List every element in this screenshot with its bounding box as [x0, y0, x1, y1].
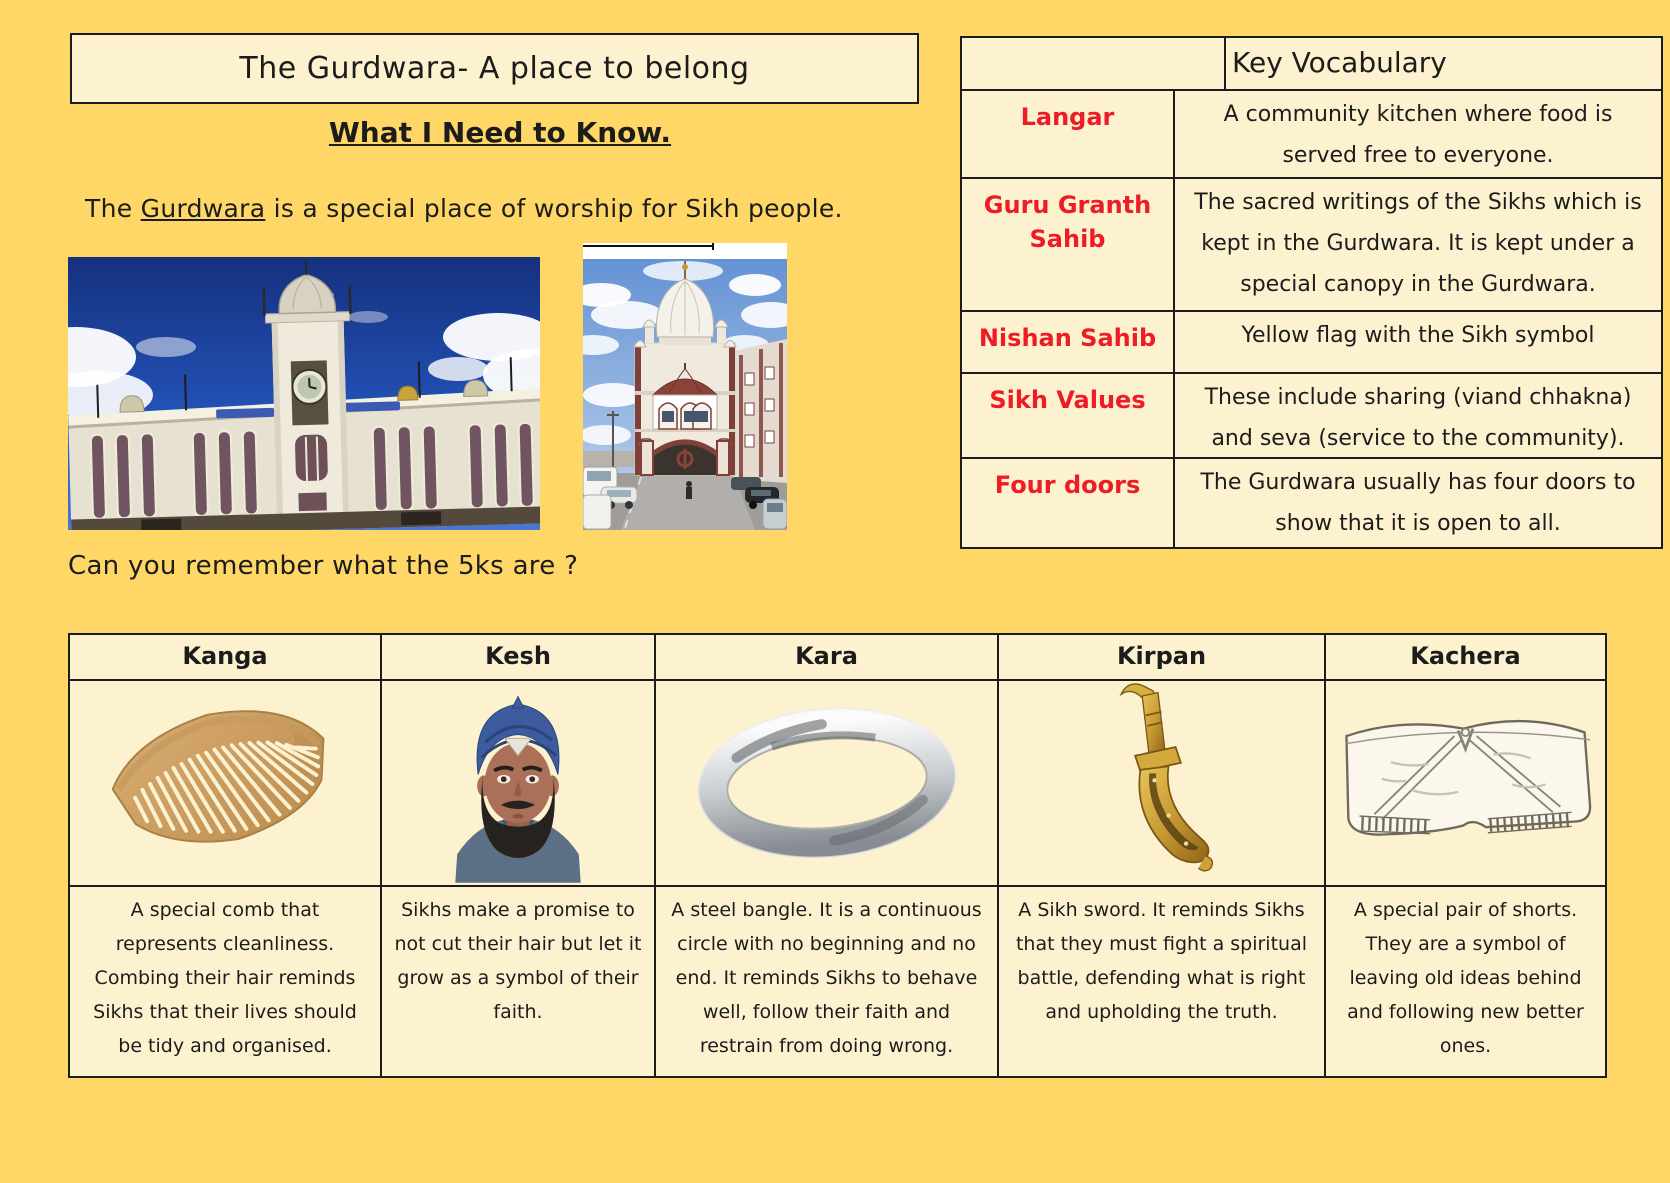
kesh-turban-man-illustration [380, 681, 654, 885]
vocab-term: Four doors [962, 459, 1175, 547]
vocab-header-spacer-cell [962, 38, 1226, 89]
vocab-term: Sikh Values [962, 374, 1175, 457]
gurdwara-facade-photo [68, 257, 540, 530]
kara-description: A steel bangle. It is a continuous circle with no beginning and no end. It reminds Sikhs to behave well, follow their faith and restrain from doing wrong. [654, 887, 997, 1076]
five-ks-header-kesh: Kesh [380, 635, 654, 679]
kanga-comb-illustration [70, 681, 380, 885]
vocab-definition: The Gurdwara usually has four doors to show that it is open to all. [1200, 470, 1636, 536]
intro-sentence [85, 194, 843, 223]
subtitle [70, 116, 930, 149]
vocab-row-sikh-values [962, 372, 1661, 457]
title-box [70, 33, 919, 104]
kachera-shorts-illustration [1324, 681, 1605, 885]
subtitle-text: What I Need to Know. [328, 116, 672, 149]
intro-suffix: is a special place of worship for Sikh people. [265, 194, 843, 223]
five-ks-image-row [70, 679, 1605, 885]
key-vocabulary-table [960, 36, 1663, 549]
vocab-row-guru-granth-sahib [962, 177, 1661, 310]
five-ks-header-kanga: Kanga [182, 642, 268, 670]
vocab-row-langar [962, 89, 1661, 177]
page-title: The Gurdwara- A place to belong [239, 51, 750, 86]
kara-steel-bangle-illustration [654, 681, 997, 885]
vocab-term: Guru Granth Sahib [962, 179, 1175, 310]
five-ks-question: Can you remember what the 5ks are ? [68, 551, 579, 581]
five-ks-table [68, 633, 1607, 1078]
five-ks-description-row [70, 885, 1605, 1076]
vocab-header-row [962, 38, 1661, 89]
vocab-definition: These include sharing (viand chhakna) and seva (service to the community). [1204, 385, 1632, 451]
intro-prefix: The [85, 194, 141, 223]
vocab-definition: Yellow flag with the Sikh symbol [1241, 323, 1595, 348]
vocab-term: Langar [962, 91, 1175, 177]
vocab-row-four-doors [962, 457, 1661, 547]
vocab-definition: A community kitchen where food is served free to everyone. [1223, 102, 1613, 168]
kirpan-description: A Sikh sword. It reminds Sikhs that they must fight a spiritual battle, defending what is right and upholding the truth. [997, 887, 1324, 1076]
vocab-header-title: Key Vocabulary [1232, 46, 1447, 79]
gurdwara-gateway-photo [583, 243, 787, 530]
kirpan-sword-illustration [997, 681, 1324, 885]
vocab-term: Nishan Sahib [962, 312, 1175, 372]
five-ks-header-kachera: Kachera [1324, 635, 1605, 679]
kanga-description: A special comb that represents cleanliness. Combing their hair reminds Sikhs that their lives should be tidy and organised. [93, 899, 357, 1057]
five-ks-header-kirpan: Kirpan [997, 635, 1324, 679]
kesh-description: Sikhs make a promise to not cut their hair but let it grow as a symbol of their faith. [380, 887, 654, 1076]
vocab-row-nishan-sahib [962, 310, 1661, 372]
intro-underlined-word: Gurdwara [140, 194, 266, 223]
vocab-definition: The sacred writings of the Sikhs which is kept in the Gurdwara. It is kept under a special canopy in the Gurdwara. [1194, 190, 1642, 297]
five-ks-header-row [70, 635, 1605, 679]
kachera-description: A special pair of shorts. They are a symbol of leaving old ideas behind and following new better ones. [1324, 887, 1605, 1076]
five-ks-header-kara: Kara [654, 635, 997, 679]
